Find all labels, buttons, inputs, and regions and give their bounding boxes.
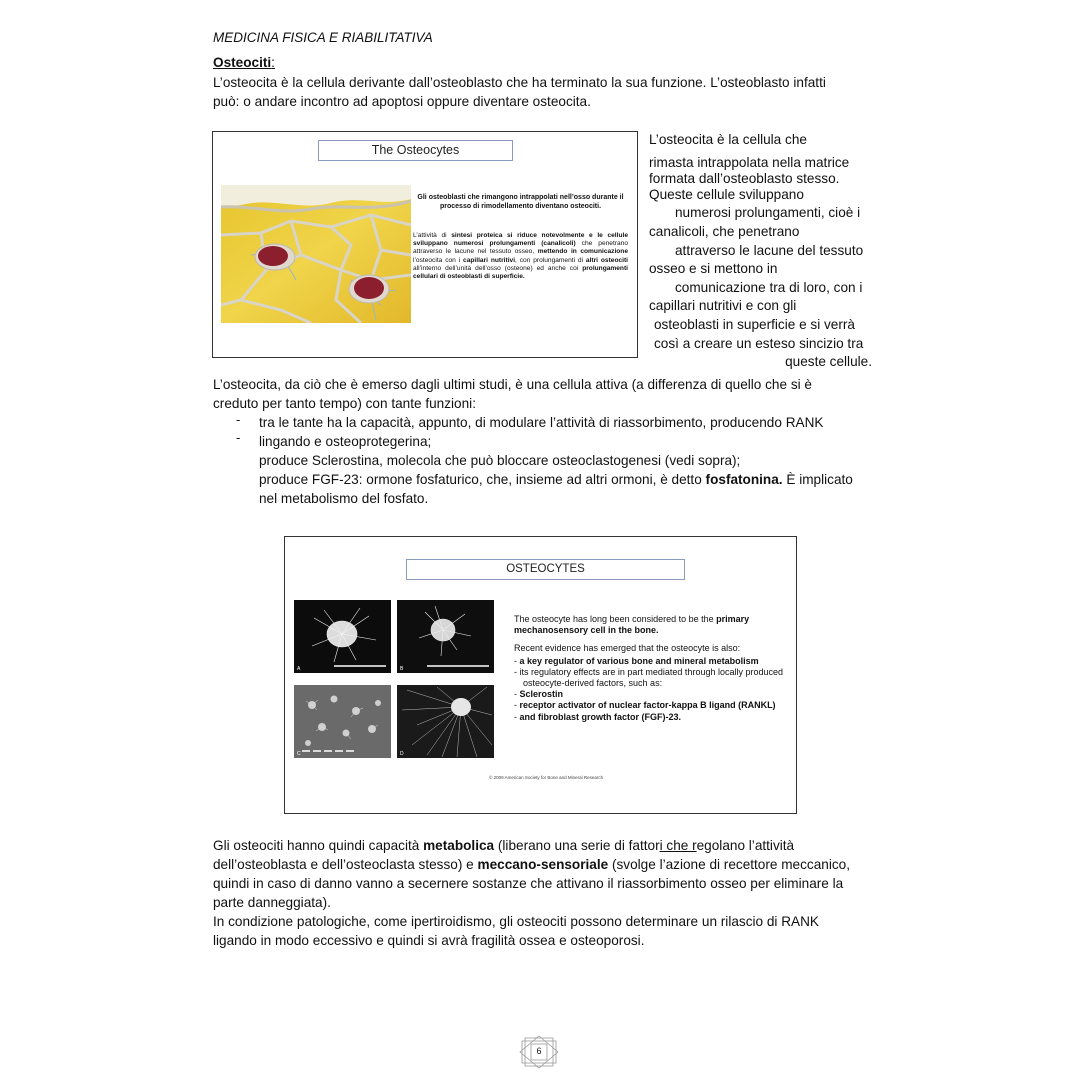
para3-line-4: parte danneggiata). xyxy=(213,895,331,910)
slide2-list xyxy=(514,656,784,723)
panel-label-d: D xyxy=(400,751,404,757)
s1-body-seg: l’osteocita con i xyxy=(413,256,464,264)
slide2-item xyxy=(514,700,784,711)
panel-label-c: C xyxy=(297,751,301,757)
para4-line-2: ligando in modo eccessivo e quindi si avrà fragilità ossea e osteoporosi. xyxy=(213,933,645,948)
para3-seg: (svolge l’azione di recettore meccanico, xyxy=(608,857,850,872)
page-number: 6 xyxy=(536,1046,542,1056)
right-column-text xyxy=(649,131,872,372)
slide1-body-text xyxy=(413,232,628,281)
slide-the-osteocytes xyxy=(212,131,638,358)
s1-body-bold: altri osteociti xyxy=(585,256,629,264)
bullet-dash: - xyxy=(236,430,241,445)
s1-body-seg: all’interno dell’unità dell’osso (osteone) ed anche coi xyxy=(413,264,583,272)
rc-line: Queste cellule sviluppano xyxy=(649,186,804,202)
slide2-item-text: a key regulator of various bone and mineral metabolism xyxy=(519,655,759,666)
section-title xyxy=(213,55,275,70)
para3-seg: dell’osteoblasta e dell’osteoclasta stesso) e xyxy=(213,857,478,872)
micrograph-a-drawing xyxy=(294,600,391,673)
bullet-3-seg: produce FGF-23: ormone fosfaturico, che, insieme ad altri ormoni, è detto xyxy=(259,472,706,487)
slide2-item-text: and fibroblast growth factor (FGF)-23. xyxy=(519,711,682,722)
para2-line-2: creduto per tanto tempo) con tante funzioni: xyxy=(213,396,476,411)
para3-seg: Gli osteociti hanno quindi capacità xyxy=(213,838,424,853)
slide2-item xyxy=(514,656,784,667)
bullet-2: produce Sclerostina, molecola che può bloccare osteoclastogenesi (vedi sopra); xyxy=(259,453,741,468)
slide2-dash: - xyxy=(514,655,517,666)
slide2-text xyxy=(514,614,784,723)
para3-line-3: quindi in caso di danno vanno a secernere sostanze che attivano il riassorbimento osseo per eliminare la xyxy=(213,876,844,891)
s1-body-seg: che penetrano attraverso le lacune nel tessuto osseo, xyxy=(413,240,628,256)
slide2-dash: - xyxy=(514,700,517,711)
slide2-dash: - xyxy=(514,689,517,700)
s1-body-seg: , con prolungamenti di xyxy=(515,256,586,264)
slide2-dash: - xyxy=(514,711,517,722)
micrograph-c-drawing xyxy=(294,685,391,758)
bullet-list xyxy=(259,413,879,508)
para2-line-1: L’osteocita, da ciò che è emerso dagli ultimi studi, è una cellula attiva (a differenza di quello che si è xyxy=(213,377,812,392)
slide2-item-text: receptor activator of nuclear factor-kappa B ligand (RANKL) xyxy=(519,700,776,711)
rc-line: capillari nutritivi e con gli xyxy=(649,298,797,314)
slide2-item-text: Sclerostin xyxy=(519,689,564,700)
s1-body-bold: capillari nutritivi xyxy=(463,256,516,264)
para3-bold: metabolica xyxy=(423,838,495,853)
rc-line: comunicazione tra di loro, con i xyxy=(675,279,863,295)
intro-paragraph xyxy=(213,73,877,111)
rc-line: rimasta intrappolata nella matrice xyxy=(649,154,850,170)
bullet-1-line-1: tra le tante ha la capacità, appunto, di modulare l’attività di riassorbimento, producendo RANK xyxy=(259,415,824,430)
rc-line: così a creare un esteso sincizio tra xyxy=(654,335,864,351)
bullet-3-line-1 xyxy=(259,470,879,489)
rc-line: osseo e si mettono in xyxy=(649,261,778,277)
para3-underlined: i che r xyxy=(659,838,697,853)
bullet-3-bold: fosfatonina. xyxy=(705,472,783,487)
s1-body-seg: L’attività di xyxy=(413,232,452,239)
rc-line: canalicoli, che penetrano xyxy=(649,223,800,239)
para3-line-2 xyxy=(213,855,883,874)
slide-osteocytes-english xyxy=(284,536,797,814)
section-title-colon: : xyxy=(271,55,275,70)
slide2-intro-seg: The osteocyte has long been considered to be the xyxy=(514,614,717,624)
rc-line: attraverso le lacune del tessuto xyxy=(675,242,864,258)
slide2-dash: - xyxy=(514,666,517,677)
slide2-item xyxy=(514,712,784,723)
slide2-item-text: its regulatory effects are in part mediated through locally produced osteocyte-derived factors, such as: xyxy=(519,666,783,689)
micrograph-d-drawing xyxy=(397,685,494,758)
osteocyte-histology-image xyxy=(221,185,411,323)
panel-label-a: A xyxy=(297,666,301,672)
para3-bold: meccano-sensoriale xyxy=(477,857,609,872)
s1-body-bold: prolungamenti cellulari di osteoblasti di superficie. xyxy=(413,264,628,281)
osteocyte-histology-drawing xyxy=(221,185,411,323)
slide1-bold-text: Gli osteoblasti che rimangono intrappolati nell’osso durante il processo di rimodellamento diventano osteociti. xyxy=(417,194,624,210)
micrograph-a xyxy=(294,600,391,673)
micrograph-c xyxy=(294,685,391,758)
para3-line-1 xyxy=(213,836,883,855)
para4-line-1: In condizione patologiche, come ipertiroidismo, gli osteociti possono determinare un rilascio di RANK xyxy=(213,914,819,929)
capabilities-paragraph xyxy=(213,836,883,950)
intro-line-1: L’osteocita è la cellula derivante dall’osteoblasto che ha terminato la sua funzione. L’osteoblasto infatti xyxy=(213,75,826,90)
para3-seg: (liberano una serie di fattor xyxy=(494,838,660,853)
para3-seg: egolano l’attività xyxy=(696,838,795,853)
micrograph-d xyxy=(397,685,494,758)
slide1-title: The Osteocytes xyxy=(318,140,513,161)
s1-body-bold: mettendo in comunicazione xyxy=(537,248,628,256)
slide2-item xyxy=(514,689,784,700)
micrograph-b-drawing xyxy=(397,600,494,673)
rc-line: queste cellule. xyxy=(785,354,872,370)
slide2-recent: Recent evidence has emerged that the osteocyte is also: xyxy=(514,643,741,654)
functions-paragraph xyxy=(213,375,877,413)
rc-line: osteoblasti in superficie e si verrà xyxy=(654,316,855,332)
slide2-intro xyxy=(514,614,784,636)
rc-line: numerosi prolungamenti, cioè i xyxy=(675,205,861,221)
slide2-title: OSTEOCYTES xyxy=(406,559,685,580)
section-title-text: Osteociti xyxy=(213,55,272,70)
bullet-1-line-2: lingando e osteoprotegerina; xyxy=(259,434,432,449)
slide2-copyright: © 2009 American Society for Bone and Mineral Research xyxy=(489,775,604,780)
rc-line: L’osteocita è la cellula che xyxy=(649,132,807,147)
bullet-3-line-2: nel metabolismo del fosfato. xyxy=(259,491,429,506)
s1-body-bold: sintesi proteica si riduce notevolmente e le cellule sviluppano numerosi prolungamenti (canalicoli) xyxy=(413,232,628,248)
intro-line-2: può: o andare incontro ad apoptosi oppure diventare osteocita. xyxy=(213,94,591,109)
rc-line: formata dall’osteoblasto stesso. xyxy=(649,171,840,187)
slide2-item xyxy=(514,667,784,689)
slide2-intro-bold: primary mechanosensory cell in the bone. xyxy=(514,614,750,636)
bullet-3-seg: È implicato xyxy=(782,472,853,487)
micrograph-b xyxy=(397,600,494,673)
running-header: MEDICINA FISICA E RIABILITATIVA xyxy=(213,30,433,45)
panel-label-b: B xyxy=(400,666,404,672)
bullet-dash: - xyxy=(236,412,241,427)
